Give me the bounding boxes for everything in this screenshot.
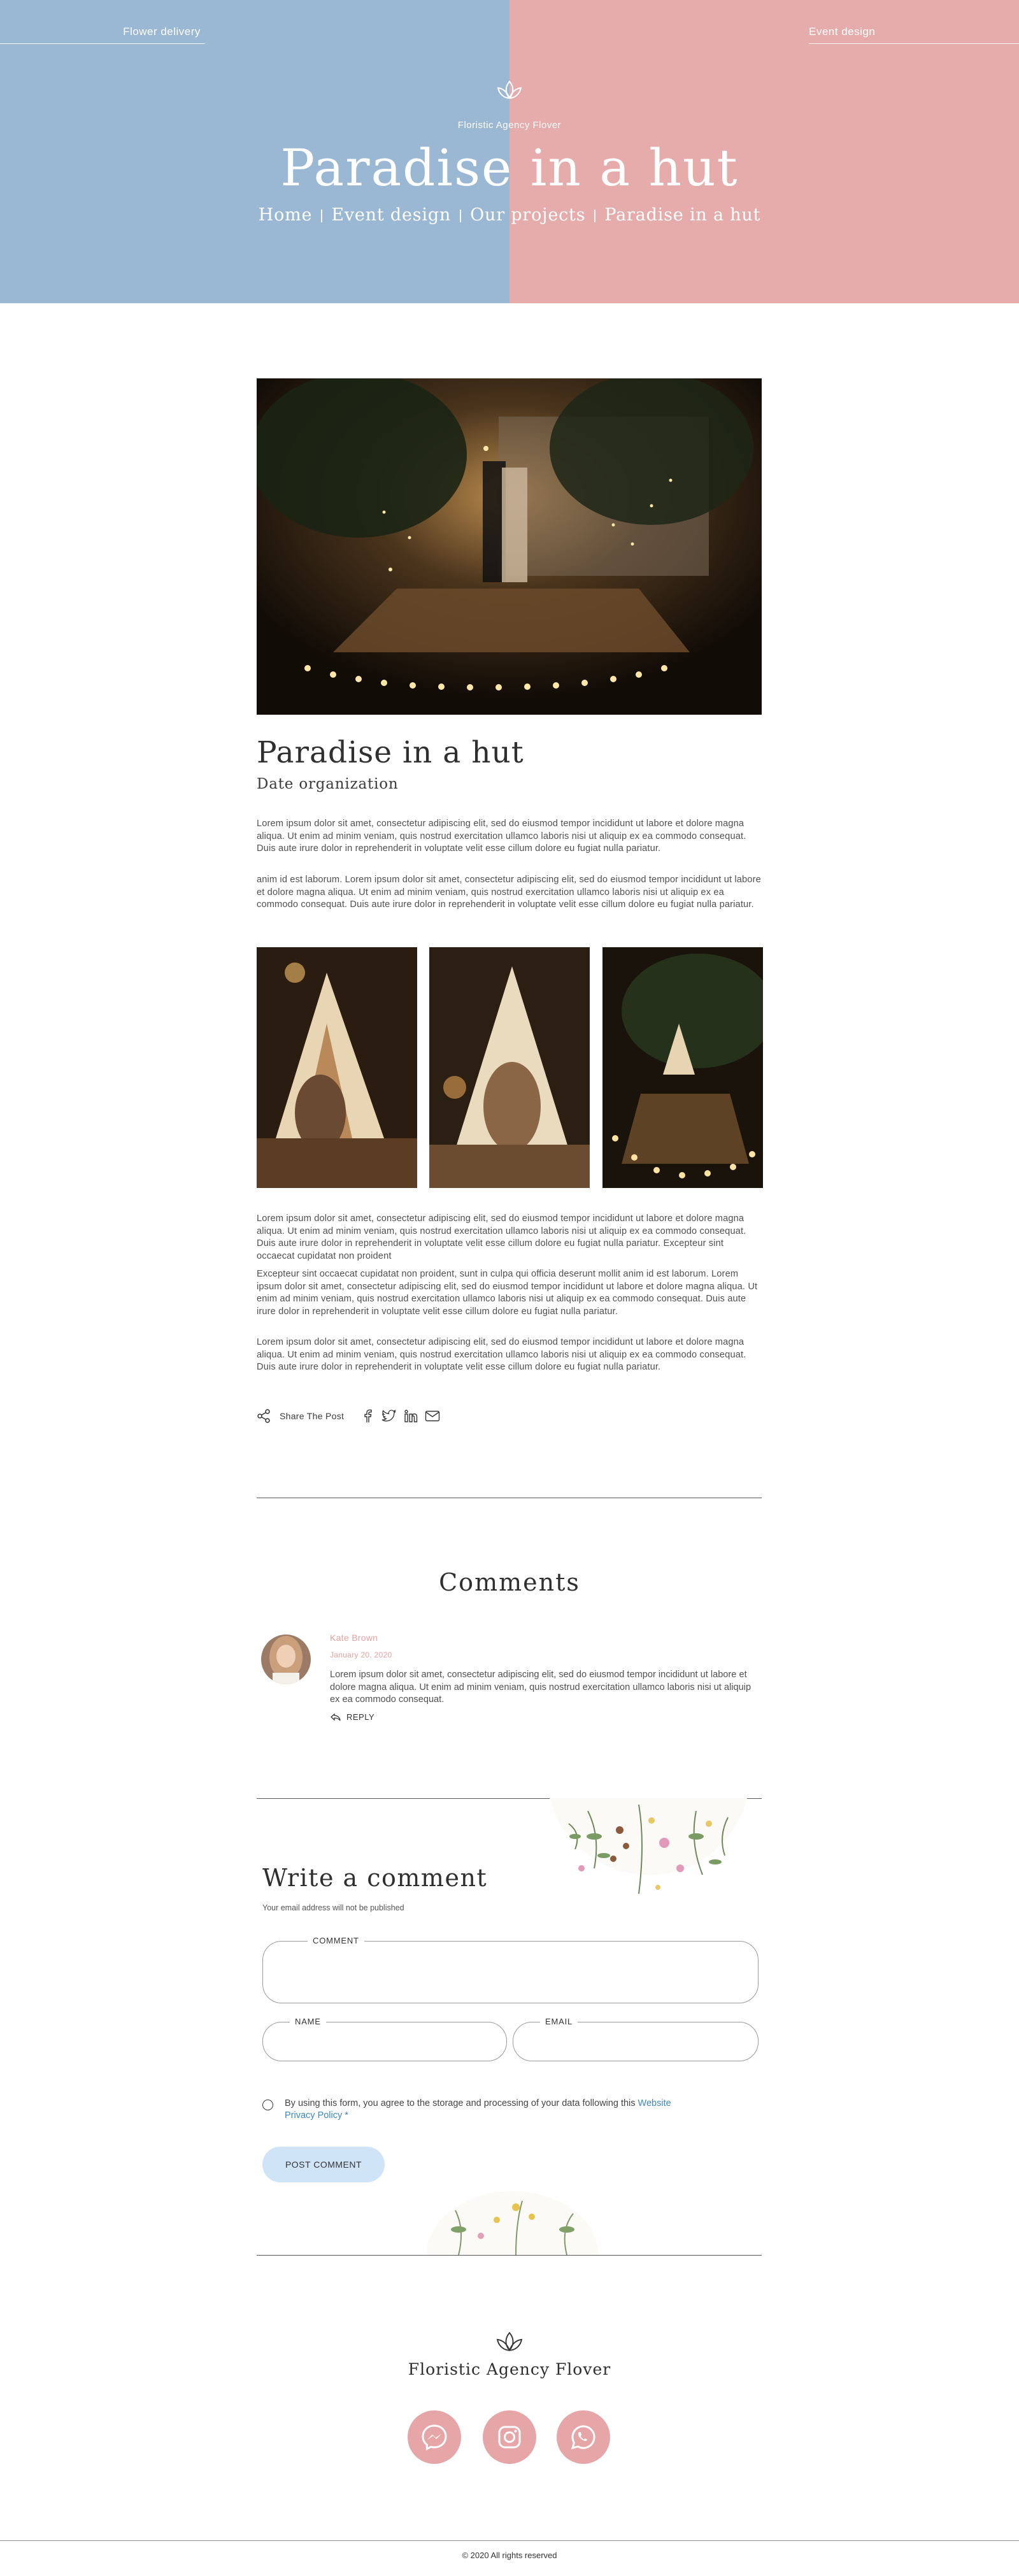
intro-paragraph: Lorem ipsum dolor sit amet, consectetur adipiscing elit, sed do eiusmod tempor incididunt ut labore et dolore magna aliqua. Ut enim ad minim veniam, quis nostrud exercitation ullamco laboris nisi ut aliquip ex ea commodo consequat. Duis aute irure dolor in reprehenderit in voluptate velit esse cillum dolore eu fugiat nulla pariatur. — [257, 819, 746, 854]
name-field[interactable] — [262, 2017, 507, 2061]
facebook-icon[interactable] — [359, 1408, 376, 1424]
reply-label[interactable]: REPLY — [346, 1712, 375, 1722]
breadcrumb-event-design[interactable]: Event design — [331, 205, 452, 225]
divider — [257, 2255, 762, 2256]
breadcrumb-separator — [321, 210, 322, 222]
footer-brand: Floristic Agency Flover — [408, 2360, 611, 2379]
comments-title: Comments — [439, 1568, 580, 1596]
email-field-label: EMAIL — [540, 2017, 578, 2026]
floral-decoration — [420, 2191, 605, 2255]
lotus-logo-icon — [495, 79, 524, 102]
twitter-icon[interactable] — [381, 1408, 397, 1424]
breadcrumb — [0, 205, 1019, 225]
comment-date: January 20, 2020 — [330, 1650, 392, 1659]
body-paragraph: Lorem ipsum dolor sit amet, consectetur adipiscing elit, sed do eiusmod tempor incididunt ut labore et dolore magna aliqua. Ut enim ad minim veniam, quis nostrud exercitation ullamco laboris nisi ut aliquip ex ea commodo consequat. Duis aute irure dolor in reprehenderit in voluptate velit esse cillum dolore eu fugiat nulla pariatur. — [257, 1337, 746, 1372]
name-field-label: NAME — [290, 2017, 326, 2026]
reply-button[interactable] — [330, 1712, 374, 1722]
nav-flower-delivery-label[interactable]: Flower delivery — [123, 25, 201, 38]
body-paragraph: Excepteur sint occaecat cupidatat non proident, sunt in culpa qui officia deserunt mollit anim id est laborum. Lorem ipsum dolor sit amet, consectetur adipiscing elit, sed do eiusmod tempor incididunt ut labore et dolore magna aliqua. Ut enim ad minim veniam, quis nostrud exercitation ullamco laboris nisi ut aliquip ex ea commodo consequat. Duis aute irure dolor in reprehenderit in voluptate velit esse cillum dolore eu fugiat nulla pariatur. — [257, 1269, 758, 1317]
nav-flower-delivery[interactable] — [0, 24, 205, 44]
breadcrumb-current: Paradise in a hut — [604, 205, 761, 225]
reply-icon — [330, 1713, 341, 1722]
whatsapp-icon[interactable] — [557, 2410, 610, 2464]
intro-paragraph: anim id est laborum. Lorem ipsum dolor sit amet, consectetur adipiscing elit, sed do eiusmod tempor incididunt ut labore et dolore magna aliqua. Ut enim ad minim veniam, quis nostrud exercitation ullamco laboris nisi ut aliquip ex ea commodo consequat. Duis aute irure dolor in reprehenderit in voluptate velit esse cillum dolore eu fugiat nulla pariatur. — [257, 875, 761, 910]
share-icon[interactable] — [257, 1409, 271, 1423]
write-comment-title: Write a comment — [262, 1864, 488, 1892]
post-title: Paradise in a hut — [257, 735, 524, 770]
mail-icon[interactable] — [424, 1408, 441, 1424]
privacy-policy-link[interactable]: Website Privacy Policy — [285, 2098, 671, 2121]
lotus-logo-icon — [494, 2330, 525, 2354]
hero-eyebrow: Floristic Agency Flover — [457, 120, 562, 131]
divider — [0, 2540, 1019, 2541]
share-label: Share The Post — [280, 1411, 345, 1421]
nav-event-design[interactable] — [809, 24, 1019, 44]
linkedin-icon[interactable] — [403, 1408, 419, 1424]
breadcrumb-our-projects[interactable]: Our projects — [470, 205, 586, 225]
nav-event-design-label[interactable]: Event design — [809, 25, 876, 38]
consent-text — [285, 2098, 692, 2122]
share-bar — [257, 1408, 446, 1424]
comment-field[interactable] — [262, 1936, 759, 2003]
email-field[interactable] — [513, 2017, 759, 2061]
body-paragraph: Lorem ipsum dolor sit amet, consectetur adipiscing elit, sed do eiusmod tempor incididunt ut labore et dolore magna aliqua. Ut enim ad minim veniam, quis nostrud exercitation ullamco laboris nisi ut aliquip ex ea commodo consequat. Duis aute irure dolor in reprehenderit in voluptate velit esse cillum dolore eu fugiat nulla pariatur. Excepteur sint occaecat cupidatat non proident — [257, 1213, 746, 1261]
gallery-image[interactable] — [429, 947, 590, 1188]
hero-title: Paradise in a hut — [280, 138, 739, 197]
messenger-icon[interactable] — [408, 2410, 461, 2464]
comment-text: Lorem ipsum dolor sit amet, consectetur adipiscing elit, sed do eiusmod tempor incididunt ut labore et dolore magna aliqua. Ut enim ad minim veniam, quis nostrud exercitation ullamco laboris nisi ut aliquip ex ea commodo consequat. — [330, 1670, 752, 1705]
main-post-image — [257, 378, 762, 715]
breadcrumb-separator — [460, 210, 461, 222]
gallery-image[interactable] — [602, 947, 763, 1188]
avatar — [261, 1635, 311, 1684]
required-marker: * — [342, 2110, 348, 2121]
comment-field-label: COMMENT — [308, 1936, 364, 1945]
consent-radio[interactable] — [262, 2100, 273, 2110]
comment-author[interactable]: Kate Brown — [330, 1633, 378, 1643]
breadcrumb-separator — [594, 210, 595, 222]
write-comment-note: Your email address will not be published — [262, 1903, 404, 1912]
breadcrumb-home[interactable]: Home — [258, 205, 313, 225]
instagram-icon[interactable] — [483, 2410, 536, 2464]
floral-decoration — [543, 1798, 753, 1907]
hero-banner — [0, 0, 1019, 303]
post-subtitle: Date organization — [257, 776, 399, 792]
consent-text-body: By using this form, you agree to the storage and processing of your data following this — [285, 2098, 638, 2108]
gallery-image[interactable] — [257, 947, 417, 1188]
post-comment-button[interactable]: POST COMMENT — [262, 2147, 385, 2182]
copyright: © 2020 All rights reserved — [462, 2551, 557, 2560]
